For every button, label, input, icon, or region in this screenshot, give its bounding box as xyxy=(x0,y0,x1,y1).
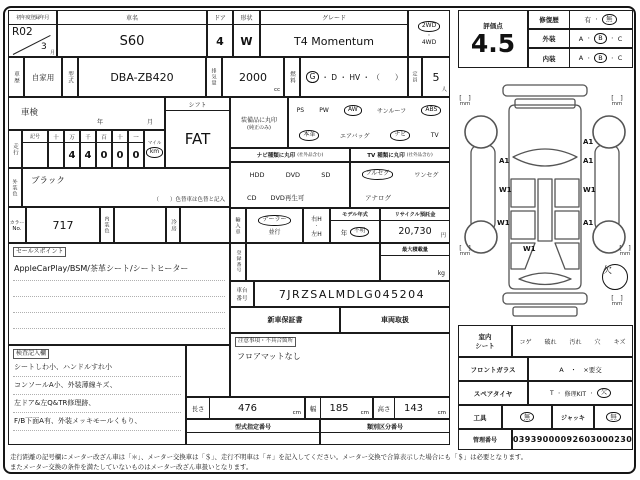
mileage-col-100k xyxy=(48,130,64,168)
payload-label: 最大積載量 xyxy=(381,244,449,256)
tread-depth-bracket: [ ] mm xyxy=(459,244,471,257)
mileage-digit-100k xyxy=(49,143,63,168)
spare-missing-circled: 欠 xyxy=(597,388,611,398)
interior-grade-c: C xyxy=(617,54,623,62)
tv-fullseg-circled: フルセグ xyxy=(362,169,394,179)
tv-type-header xyxy=(350,148,450,162)
import-channel-cell xyxy=(246,208,303,243)
spare-dot: ・ xyxy=(556,390,562,397)
displacement-label: 排気量 xyxy=(206,57,222,97)
class-number-label: 類別区分番号 xyxy=(321,420,449,433)
tv-oneseg: ワンセグ xyxy=(414,172,439,179)
mileage-digit-10: 0 xyxy=(116,150,124,161)
first-registration-month: 3 xyxy=(41,42,47,52)
mileage-digit-1: 0 xyxy=(132,150,140,161)
handle-separator: ・ xyxy=(314,223,319,229)
class-number-cell xyxy=(320,419,450,445)
tv-type-header-sub: (社外品含む) xyxy=(406,153,433,158)
vin-label-1: 車台 xyxy=(236,288,248,294)
history-label: 車歴 xyxy=(8,57,24,97)
grade-dot: ・ xyxy=(609,36,615,42)
grade-dot: ・ xyxy=(586,36,592,42)
mileage-col-symbol xyxy=(22,130,48,168)
damage-code-a1: A1 xyxy=(583,138,594,146)
displacement-value: 2000 xyxy=(239,70,267,84)
mileage-col-1k xyxy=(80,130,96,168)
sales-point-label: セールスポイント xyxy=(13,247,66,257)
equipment-tv: TV xyxy=(430,132,439,139)
management-no-label: 管理番号 xyxy=(458,429,512,450)
field-doors xyxy=(207,10,233,57)
shaken-month-label: 月 xyxy=(147,119,154,126)
height-cell xyxy=(373,397,450,419)
repair-history-label: 修復歴 xyxy=(529,11,570,28)
height-value: 143 xyxy=(403,402,424,414)
width-label: 幅 xyxy=(306,398,321,418)
capacity-value: 5 xyxy=(432,70,440,84)
tread-depth-bracket: [ ] mm xyxy=(611,94,623,107)
inspector-note-line: コンソールA小、外装薄線キズ、 xyxy=(14,381,117,389)
equipment-abs-circled: ABS xyxy=(421,105,441,115)
interior-color-value xyxy=(114,207,166,243)
mileage-label: 走行 xyxy=(8,130,22,168)
interior-grade-b-circled: B xyxy=(594,53,606,64)
shift-value: FAT xyxy=(184,129,211,148)
inspector-note-line: F/B下面A有、外装メッキモールくもり、 xyxy=(14,417,142,425)
damage-code-a1: A1 xyxy=(499,157,510,165)
equipment-airbag: エアバッグ xyxy=(340,133,370,140)
nav-type-options xyxy=(230,162,350,208)
repair-dot: ・ xyxy=(593,17,599,23)
field-first-registration xyxy=(8,10,57,57)
sales-point-box xyxy=(8,243,230,345)
repair-history-row xyxy=(528,10,633,29)
model-code-label: 型式 xyxy=(62,57,78,97)
footer-note-line1: 走行距離の記号欄にメーター改ざん車は「＊」、メーター交換車は「＄」、走行不明車は「＃」を記入してください。メーター交換で合算表示した場合にも「＄」は必要となります。 xyxy=(10,453,528,461)
mileage-col-10k-label: 万 xyxy=(65,131,79,143)
import-parallel: 並行 xyxy=(268,228,281,236)
mileage-mile-label: マイル xyxy=(147,141,162,147)
recycle-deposit-cell xyxy=(380,208,450,243)
spare-tire-label: スペアタイヤ xyxy=(458,381,528,405)
recycle-deposit-label: リサイクル預託金 xyxy=(381,209,449,221)
drivetrain-4wd: 4WD xyxy=(421,38,437,46)
import-label: 輸入車 xyxy=(230,208,246,243)
nav-type-header-label: ナビ種類に丸印 xyxy=(256,153,296,159)
equipment-label: 装備品に丸印 xyxy=(240,116,277,124)
mileage-km-circled: km xyxy=(146,147,163,157)
inspector-note-line: シートしわ小、ハンドルすれ小 xyxy=(14,363,112,371)
grade-dot: ・ xyxy=(586,55,592,62)
height-unit: cm xyxy=(437,410,446,416)
spare-t: T xyxy=(549,389,554,397)
grade-dot: ・ xyxy=(609,55,615,62)
exterior-color-label: 外装色 xyxy=(8,168,22,207)
equipment-leather-circled: 本革 xyxy=(299,130,319,140)
grade-value: T4 Momentum xyxy=(294,34,374,48)
first-registration-label: 初年度登録年月 xyxy=(9,11,56,25)
tread-depth-bracket: [ ] mm xyxy=(459,94,471,107)
first-registration-year: R02 xyxy=(12,26,33,38)
repair-no-circled: 無 xyxy=(602,14,617,25)
tread-depth-bracket: [ ] mm xyxy=(611,294,623,307)
mileage-digit-1k: 4 xyxy=(84,150,92,161)
equipment-options-cell xyxy=(288,97,450,148)
management-no-value: 03939000092603000230 xyxy=(512,429,633,450)
mileage-col-10k xyxy=(64,130,80,168)
windshield-label: フロントガラス xyxy=(458,357,528,381)
length-value: 476 xyxy=(237,402,258,414)
field-drivetrain xyxy=(408,10,450,57)
cautions-box xyxy=(230,333,450,397)
length-label: 長さ xyxy=(187,398,210,418)
sales-point-text: AppleCarPlay/BSM/茶革シート/シートヒーター xyxy=(14,264,189,273)
capacity-label: 定員 xyxy=(408,57,422,97)
tools-label: 工具 xyxy=(458,405,502,429)
field-car-name xyxy=(57,10,207,57)
interior-grade-label: 内装 xyxy=(529,49,570,67)
equipment-navi-circled: ナビ xyxy=(390,130,410,140)
vin-label-cell xyxy=(230,281,254,307)
car-name-value: S60 xyxy=(119,33,145,49)
doors-label: ドア xyxy=(208,11,232,25)
color-no-label-2: No. xyxy=(12,225,22,232)
score-cell xyxy=(458,10,528,68)
exterior-grade-label: 外装 xyxy=(529,30,570,47)
mileage-unit-cell xyxy=(144,130,165,168)
width-cell xyxy=(305,397,373,419)
body-shape-label: 形状 xyxy=(234,11,259,25)
nav-dvd-playback: DVD再生可 xyxy=(270,194,305,202)
score-value: 4.5 xyxy=(470,28,516,58)
nav-cd: CD xyxy=(247,193,257,202)
history-value: 自家用 xyxy=(24,57,62,97)
exterior-grade-b-circled: B xyxy=(594,33,606,44)
exterior-grade-a: A xyxy=(578,34,584,43)
ac-value xyxy=(180,207,230,243)
nav-hdd: HDD xyxy=(249,170,265,179)
model-year-cell xyxy=(330,208,380,243)
doors-value: 4 xyxy=(216,34,224,48)
seat-label-cell xyxy=(458,325,512,357)
grade-label: グレード xyxy=(261,11,407,25)
repair-history-value xyxy=(569,11,632,28)
vehicle-handling-cell: 車両取扱 xyxy=(340,307,450,333)
inspector-notes-box xyxy=(8,345,186,445)
seat-label-1: 室内 xyxy=(478,333,492,341)
mileage-digit-10k: 4 xyxy=(68,150,76,161)
drivetrain-separator: ・ xyxy=(426,32,432,39)
exterior-color-note: （ ）色替車は色替と記入 xyxy=(153,197,225,203)
footer-note-line2: またメーター交換の条件を満たしていないものはメーター改ざん車扱いとなります。 xyxy=(10,463,253,471)
fuel-cell xyxy=(300,57,408,97)
registration-no-label: 登録番号 xyxy=(230,243,246,281)
exterior-grade-value xyxy=(569,30,632,47)
mileage-digit-100: 0 xyxy=(100,150,108,161)
width-value: 185 xyxy=(329,402,349,414)
jack-value xyxy=(594,405,633,429)
vin-label-2: 番号 xyxy=(236,296,248,302)
cautions-text: フロアマットなし xyxy=(237,352,301,361)
exterior-color-value: ブラック xyxy=(31,176,65,186)
fuel-gasoline-circled: G xyxy=(306,71,320,83)
exterior-color-cell xyxy=(22,168,230,207)
field-body-shape xyxy=(233,10,260,57)
car-name-label: 車名 xyxy=(58,11,206,25)
type-designation-label: 型式指定番号 xyxy=(187,420,319,433)
tools-value xyxy=(502,405,552,429)
tv-type-header-label: TV 種類に丸印 xyxy=(367,153,405,159)
equipment-sunroof: サンルーフ xyxy=(376,108,407,115)
nav-dvd: DVD xyxy=(285,170,301,179)
jack-none-circled: 無 xyxy=(606,412,621,423)
seat-stain: 汚れ xyxy=(569,338,582,346)
displacement-unit: cc xyxy=(273,87,280,93)
damage-diagram xyxy=(453,83,638,323)
shaken-year-label: 年 xyxy=(97,119,104,126)
first-registration-month-unit: 月 xyxy=(50,50,56,56)
inspector-notes-label: 検査記入欄 xyxy=(13,349,49,359)
mileage-col-1 xyxy=(128,130,144,168)
fuel-other-options: ・ D ・ HV ・ （ ） xyxy=(321,72,403,82)
nav-type-header-sub: (社外品含む) xyxy=(297,153,324,158)
mileage-col-100 xyxy=(96,130,112,168)
tv-type-options xyxy=(350,162,450,208)
nav-type-header xyxy=(230,148,350,162)
score-label: 評価点 xyxy=(483,21,503,30)
drivetrain-2wd-circled: 2WD xyxy=(418,21,440,31)
registration-no-value xyxy=(246,243,380,281)
equipment-aw-circled: AW xyxy=(344,105,362,115)
jack-label: ジャッキ xyxy=(552,405,594,429)
seat-scratch: キズ xyxy=(613,338,626,346)
color-no-value: 717 xyxy=(26,207,100,243)
vin-value: 7JRZSALMDLG045204 xyxy=(254,281,450,307)
type-designation-cell xyxy=(186,419,320,445)
mileage-col-1-label: 一 xyxy=(129,131,143,143)
fuel-label: 燃料 xyxy=(284,57,300,97)
shift-label: シフト xyxy=(166,98,229,111)
seat-hole: 穴 xyxy=(594,338,601,346)
interior-grade-value xyxy=(569,49,632,67)
capacity-cell xyxy=(422,57,450,97)
model-year-unit: 年 xyxy=(340,228,348,237)
model-year-unknown-circled: 不明 xyxy=(350,227,369,236)
interior-grade-row xyxy=(528,48,633,68)
model-code-value: DBA-ZB420 xyxy=(78,57,206,97)
damage-code-a1: A1 xyxy=(583,157,594,165)
equipment-pw: PW xyxy=(319,107,329,114)
damage-code-w1: W1 xyxy=(523,245,536,253)
model-year-label: モデル年式 xyxy=(331,209,379,221)
seat-burn: コゲ xyxy=(519,338,532,346)
payload-cell xyxy=(380,243,450,281)
equipment-ps: PS xyxy=(296,107,305,114)
shaken-cell xyxy=(8,97,165,130)
exterior-grade-c: C xyxy=(617,34,623,43)
cautions-label: 注意事項・不具合箇所 xyxy=(235,337,296,347)
shaken-label: 車検 xyxy=(21,108,39,118)
repair-yes: 有 xyxy=(584,16,591,24)
seat-options-cell xyxy=(512,325,633,357)
damage-code-a1: A1 xyxy=(583,219,594,227)
mileage-col-symbol-label: 記号 xyxy=(23,131,47,143)
displacement-cell xyxy=(222,57,284,97)
color-no-label-1: カラー xyxy=(9,220,25,226)
body-shape-value: W xyxy=(240,34,253,48)
import-dealer-circled: デーラー xyxy=(258,215,290,225)
spare-missing-mark: 欠 xyxy=(602,264,628,290)
interior-grade-a: A xyxy=(578,54,584,62)
mileage-col-10 xyxy=(112,130,128,168)
blank-cell xyxy=(186,345,230,397)
length-cell xyxy=(186,397,305,419)
recycle-deposit-unit: 円 xyxy=(440,233,446,239)
mileage-col-100k-label: 十 xyxy=(49,131,63,143)
damage-code-w1: W1 xyxy=(499,186,512,194)
nav-sd: SD xyxy=(321,170,331,179)
tools-none-circled: 無 xyxy=(520,412,535,423)
height-label: 高さ xyxy=(374,398,395,418)
tv-analog: アナログ xyxy=(365,194,391,202)
interior-color-label: 内装色 xyxy=(100,207,114,243)
spare-repair-kit: 修理KIT xyxy=(564,390,587,398)
field-grade xyxy=(260,10,408,57)
handle-left: 左H xyxy=(311,230,322,238)
equipment-label-sub: (純正のみ) xyxy=(247,124,271,131)
spare-dot: ・ xyxy=(589,390,595,397)
handle-right: 右H xyxy=(311,215,322,223)
color-no-label-cell xyxy=(8,207,26,243)
recycle-deposit-value: 20,730 xyxy=(398,225,432,237)
inspector-note-line: 左ドア&左Q&TR修理跡、 xyxy=(14,399,96,407)
ac-label: 冷房 xyxy=(166,207,180,243)
capacity-unit: 人 xyxy=(441,87,447,93)
seat-tear: 破れ xyxy=(544,338,557,346)
damage-code-w1: W1 xyxy=(583,186,596,194)
length-unit: cm xyxy=(292,410,301,416)
equipment-label-cell xyxy=(230,97,288,148)
mileage-col-100-label: 百 xyxy=(97,131,111,143)
width-unit: cm xyxy=(360,410,369,416)
tread-depth-bracket: [ ] mm xyxy=(619,244,631,257)
mileage-col-1k-label: 千 xyxy=(81,131,95,143)
exterior-grade-row xyxy=(528,29,633,48)
damage-code-w1: W1 xyxy=(497,219,510,227)
spare-tire-value xyxy=(528,381,633,405)
mileage-col-10-label: 十 xyxy=(113,131,127,143)
seat-label-2: シート xyxy=(475,342,495,350)
payload-unit: kg xyxy=(437,270,445,277)
shift-cell xyxy=(165,97,230,168)
import-handle-cell xyxy=(303,208,330,243)
new-car-warranty-cell: 新車保証書 xyxy=(230,307,340,333)
windshield-value: A ・ ×要交 xyxy=(528,357,633,381)
